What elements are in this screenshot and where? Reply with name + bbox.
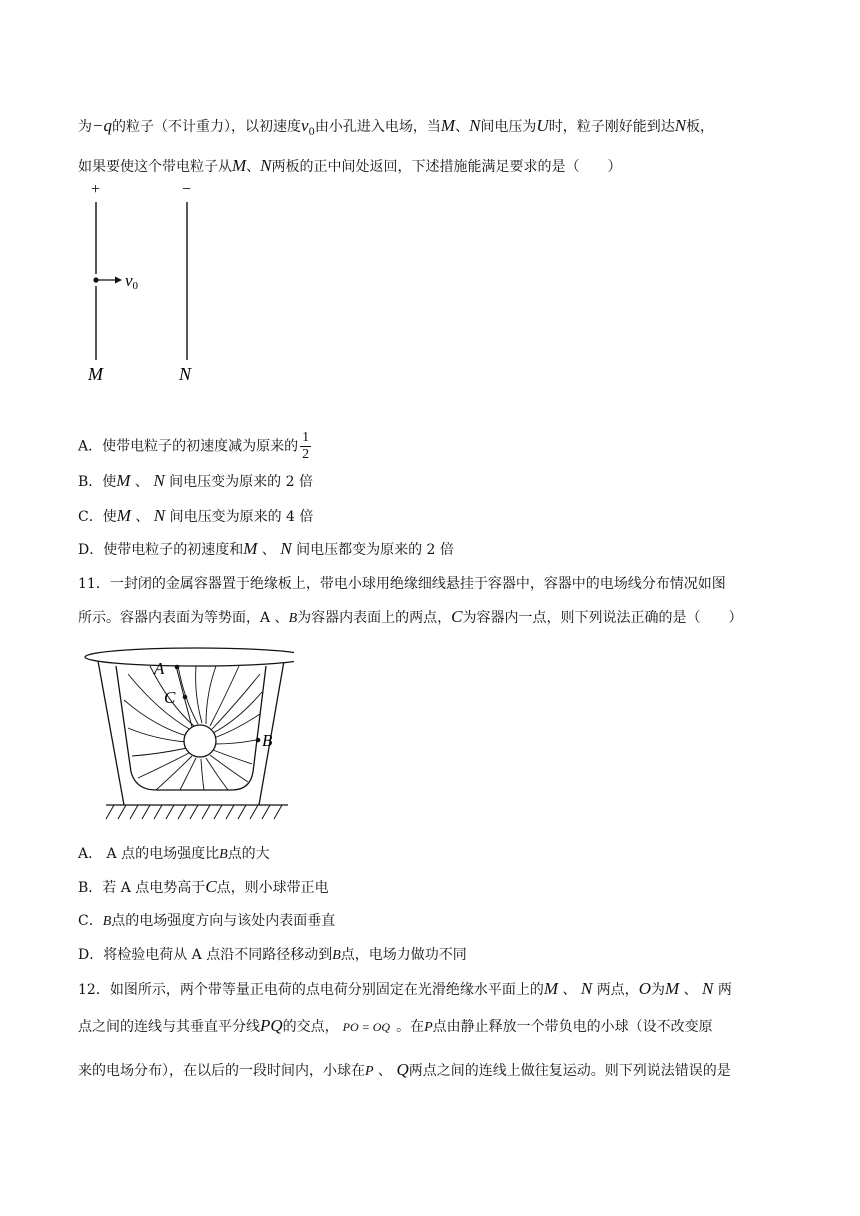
q11-option-d: D．将检验电荷从 A 点沿不同路径移动到B点，电场力做功不同	[78, 947, 467, 963]
plate-label-m: M	[88, 364, 103, 384]
label-b: B	[262, 731, 273, 750]
q12-stem-line-1: 12．如图所示，两个带等量正电荷的点电荷分别固定在光滑绝缘水平面上的M 、 N 两点，O为M 、 N 两	[78, 979, 732, 998]
charged-ball	[184, 725, 216, 757]
plus-sign: +	[91, 181, 101, 198]
q10-option-b: B．使M 、 N 间电压变为原来的 2 倍	[78, 471, 313, 490]
parallel-plate-figure	[78, 180, 218, 390]
label-a: A	[154, 659, 165, 678]
q11-stem-line-2: 所示。容器内表面为等势面，A 、B为容器内表面上的两点，C为容器内一点，则下列说法正确的是（ ）	[78, 607, 743, 626]
velocity-arrow-head	[115, 277, 122, 284]
velocity-label: v0	[125, 271, 139, 292]
charge-symbol: −q	[92, 116, 112, 135]
fraction-one-half: $\frac{1}{2}$	[302, 430, 310, 462]
q10-stem-line-1: 为−q的粒子（不计重力），以初速度$v_0$由小孔进入电场，当M、N间电压为U时，粒子刚好能到达N板，	[78, 116, 715, 138]
label-c: C	[164, 688, 176, 707]
point-b-dot	[256, 738, 261, 743]
q11-stem-line-1: 11．一封闭的金属容器置于绝缘板上，带电小球用绝缘细线悬挂于容器中，容器中的电场线分布情况如图	[78, 576, 726, 592]
q12-stem-line-3: 来的电场分布），在以后的一段时间内，小球在P 、 Q两点之间的连线上做往复运动。则下列说法错误的是	[78, 1060, 731, 1079]
point-a-dot	[175, 665, 180, 670]
q10-stem-line-2: 如果要使这个带电粒子从M、N两板的正中间处返回，下述措施能满足要求的是（ ）	[78, 156, 622, 175]
q10-option-a: A．使带电粒子的初速度减为原来的 $\frac{1}{2}$	[78, 430, 310, 462]
point-c-dot	[183, 695, 188, 700]
q10-option-d: D．使带电粒子的初速度和M 、 N 间电压都变为原来的 2 倍	[78, 539, 454, 558]
ground-hatch	[106, 805, 282, 819]
q11-option-a: A． A 点的电场强度比B点的大	[78, 846, 270, 862]
po-equals-oq: PO = OQ	[342, 1020, 391, 1034]
q12-stem-line-2: 点之间的连线与其垂直平分线PQ的交点， PO = OQ 。在P点由静止释放一个带负电的小球（设不改变原	[78, 1016, 713, 1035]
q11-option-b: B．若 A 点电势高于C点，则小球带正电	[78, 877, 329, 896]
minus-sign: −	[182, 181, 192, 198]
q11-option-c: C．B点的电场强度方向与该处内表面垂直	[78, 913, 336, 929]
metal-container-figure	[84, 644, 294, 826]
q10-option-c: C．使M 、 N 间电压变为原来的 4 倍	[78, 506, 314, 525]
particle-dot	[93, 277, 98, 282]
plate-label-n: N	[179, 364, 192, 384]
velocity-symbol: v	[300, 116, 309, 135]
container-lid	[85, 648, 294, 666]
